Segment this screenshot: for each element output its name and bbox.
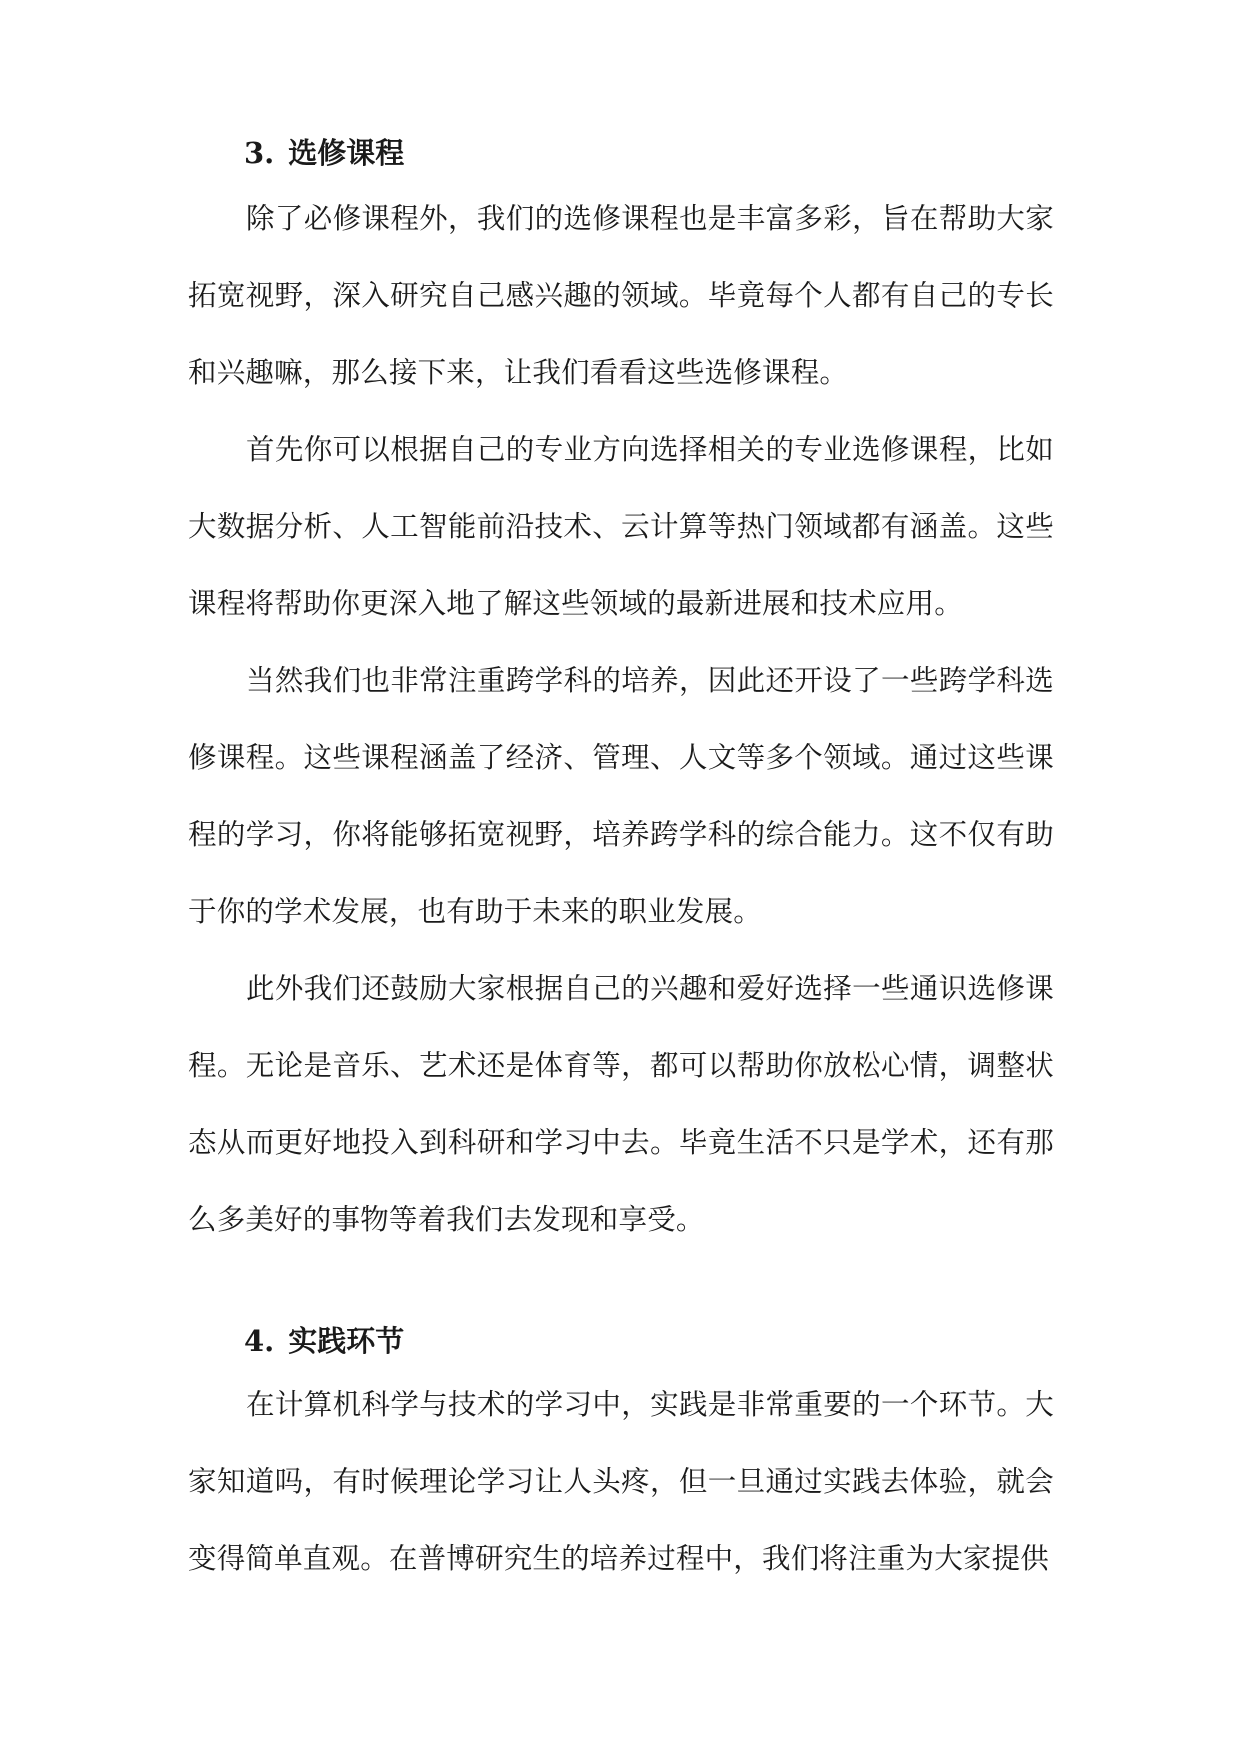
section-3-body — [188, 180, 1054, 1258]
section-3-number: 3. — [244, 136, 275, 170]
section-4-body — [188, 1366, 1054, 1597]
section-3-title: 选修课程 — [288, 136, 405, 170]
section-4-number: 4. — [244, 1324, 275, 1358]
section-3-paragraph-2: 首先你可以根据自己的专业方向选择相关的专业选修课程，比如大数据分析、人工智能前沿技术、云计算等热门领域都有涵盖。这些课程将帮助你更深入地了解这些领域的最新进展和技术应用。 — [188, 433, 1054, 620]
section-3-paragraph-1: 除了必修课程外，我们的选修课程也是丰富多彩，旨在帮助大家拓宽视野，深入研究自己感兴趣的领域。毕竟每个人都有自己的专长和兴趣嘛，那么接下来，让我们看看这些选修课程。 — [188, 202, 1054, 389]
section-4 — [188, 1321, 1054, 1361]
section-4-title: 实践环节 — [288, 1324, 405, 1358]
section-4-paragraph-1: 在计算机科学与技术的学习中，实践是非常重要的一个环节。大家知道吗，有时候理论学习让人头疼，但一旦通过实践去体验，就会变得简单直观。在普博研究生的培养过程中，我们将注重为大家提供 — [188, 1388, 1054, 1575]
section-3-paragraph-3: 当然我们也非常注重跨学科的培养，因此还开设了一些跨学科选修课程。这些课程涵盖了经济、管理、人文等多个领域。通过这些课程的学习，你将能够拓宽视野，培养跨学科的综合能力。这不仅有助于你的学术发展，也有助于未来的职业发展。 — [188, 664, 1054, 928]
section-3-heading — [188, 133, 1054, 173]
section-3 — [188, 133, 1054, 173]
section-3-paragraph-4: 此外我们还鼓励大家根据自己的兴趣和爱好选择一些通识选修课程。无论是音乐、艺术还是体育等，都可以帮助你放松心情，调整状态从而更好地投入到科研和学习中去。毕竟生活不只是学术，还有那么多美好的事物等着我们去发现和享受。 — [188, 972, 1054, 1236]
section-4-heading — [188, 1321, 1054, 1361]
